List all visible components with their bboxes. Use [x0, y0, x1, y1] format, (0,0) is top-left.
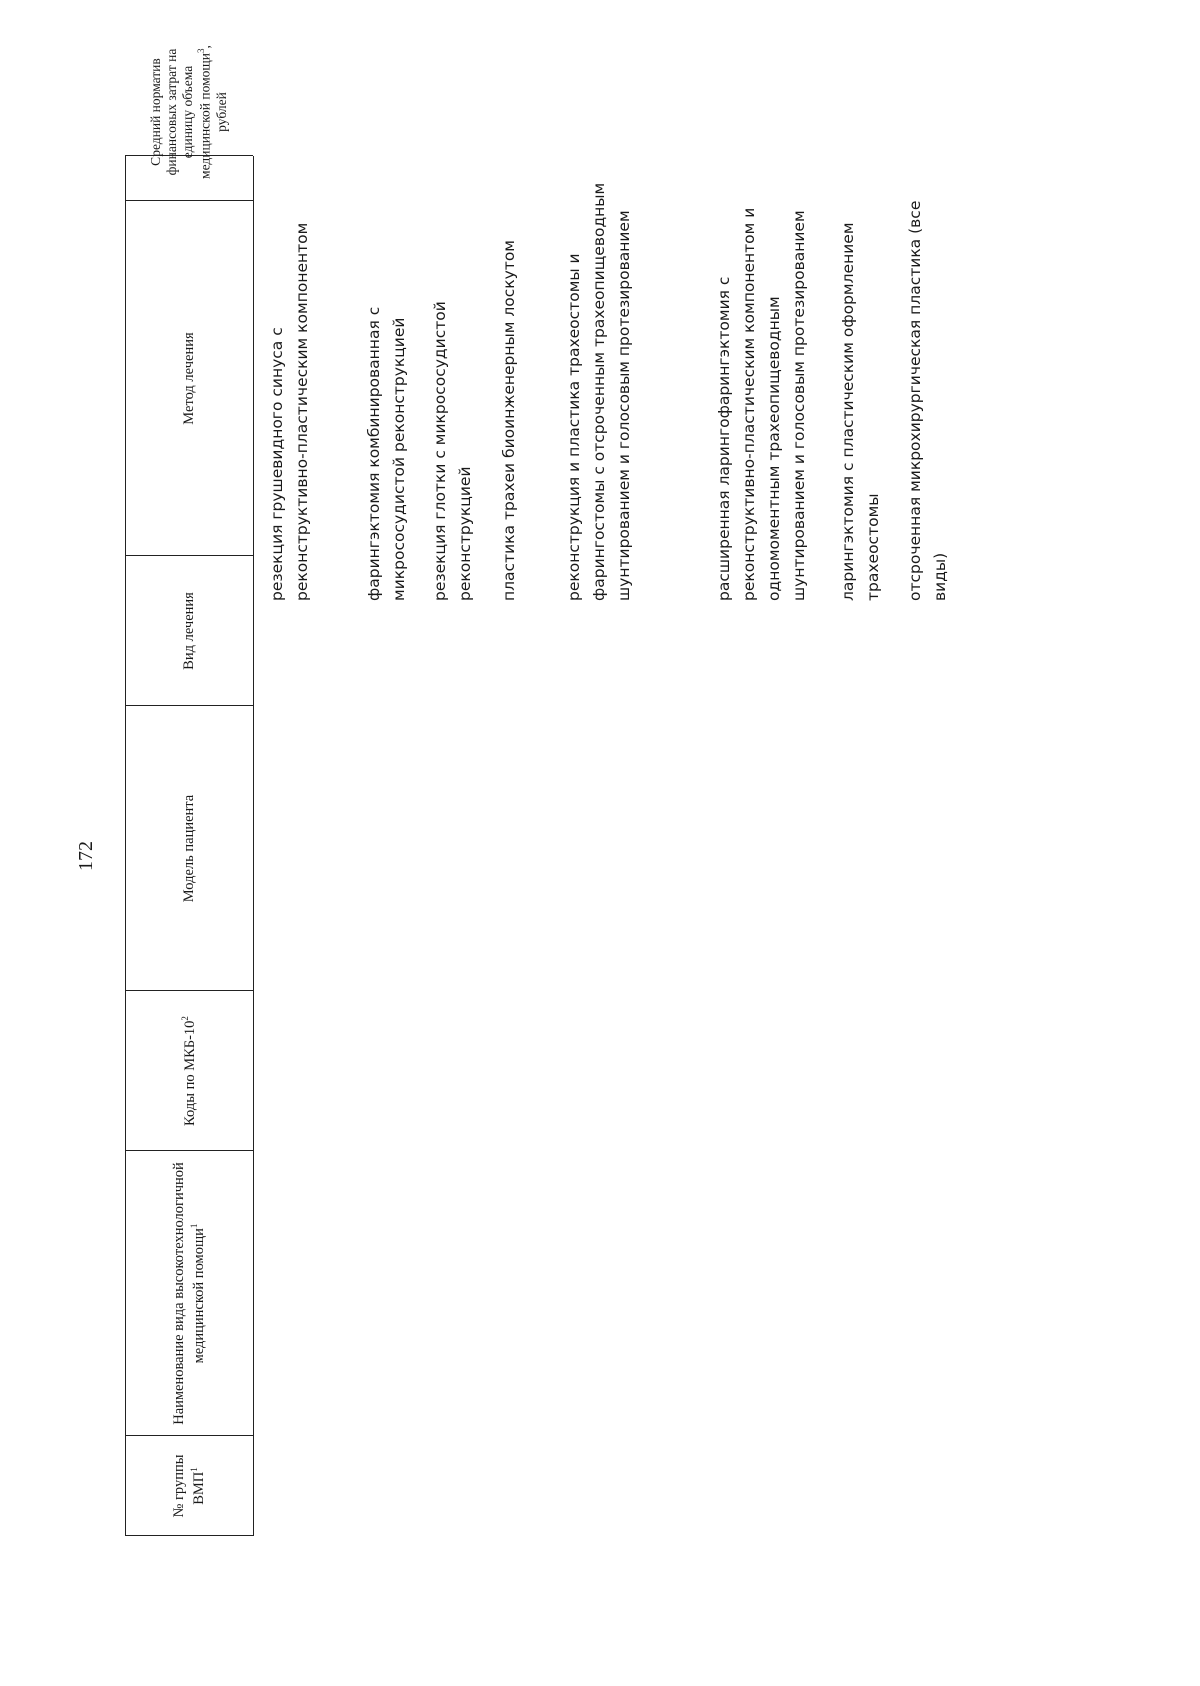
- header-bottom-rule: [253, 156, 254, 1536]
- header-group-number: № группы ВМП$^1$: [171, 1454, 207, 1518]
- header-treatment-method: Метод лечения: [180, 332, 197, 425]
- header-average-cost: Средний норматив финансовых затрат на единицу объема медицинской помощи$^3$, рублей: [147, 45, 230, 179]
- header-treatment-type: Вид лечения: [180, 592, 197, 670]
- method-item: реконструкция и пластика трахеостомы и фарингостомы с отсроченным трахеопищеводным шунтированием и голосовым протезированием: [565, 182, 633, 601]
- page-number: 172: [75, 841, 97, 871]
- header-vmp-name: Наименование вида высокотехнологичной медицинской помощи$^1$: [171, 1162, 207, 1425]
- header-icd-codes: Коды по МКБ-$10^2$: [179, 1016, 198, 1126]
- method-item: пластика трахеи биоинженерным лоскутом: [500, 239, 518, 601]
- method-item: отсроченная микрохирургическая пластика (все виды): [906, 200, 949, 601]
- method-item: фарингэктомия комбинированная с микрососудистой реконструкцией: [365, 306, 408, 601]
- header-patient-model: Модель пациента: [180, 794, 197, 903]
- method-item: резекция грушевидного синуса с реконструктивно-пластическим компонентом: [268, 222, 311, 601]
- method-item: резекция глотки с микрососудистой реконструкцией: [431, 301, 474, 601]
- method-item: ларингэктомия с пластическим оформлением трахеостомы: [839, 222, 882, 601]
- method-item: расширенная ларингофарингэктомия с реконструктивно-пластическим компонентом и одномоментным трахеопищеводным шунтированием и голосовым протезированием: [715, 207, 808, 601]
